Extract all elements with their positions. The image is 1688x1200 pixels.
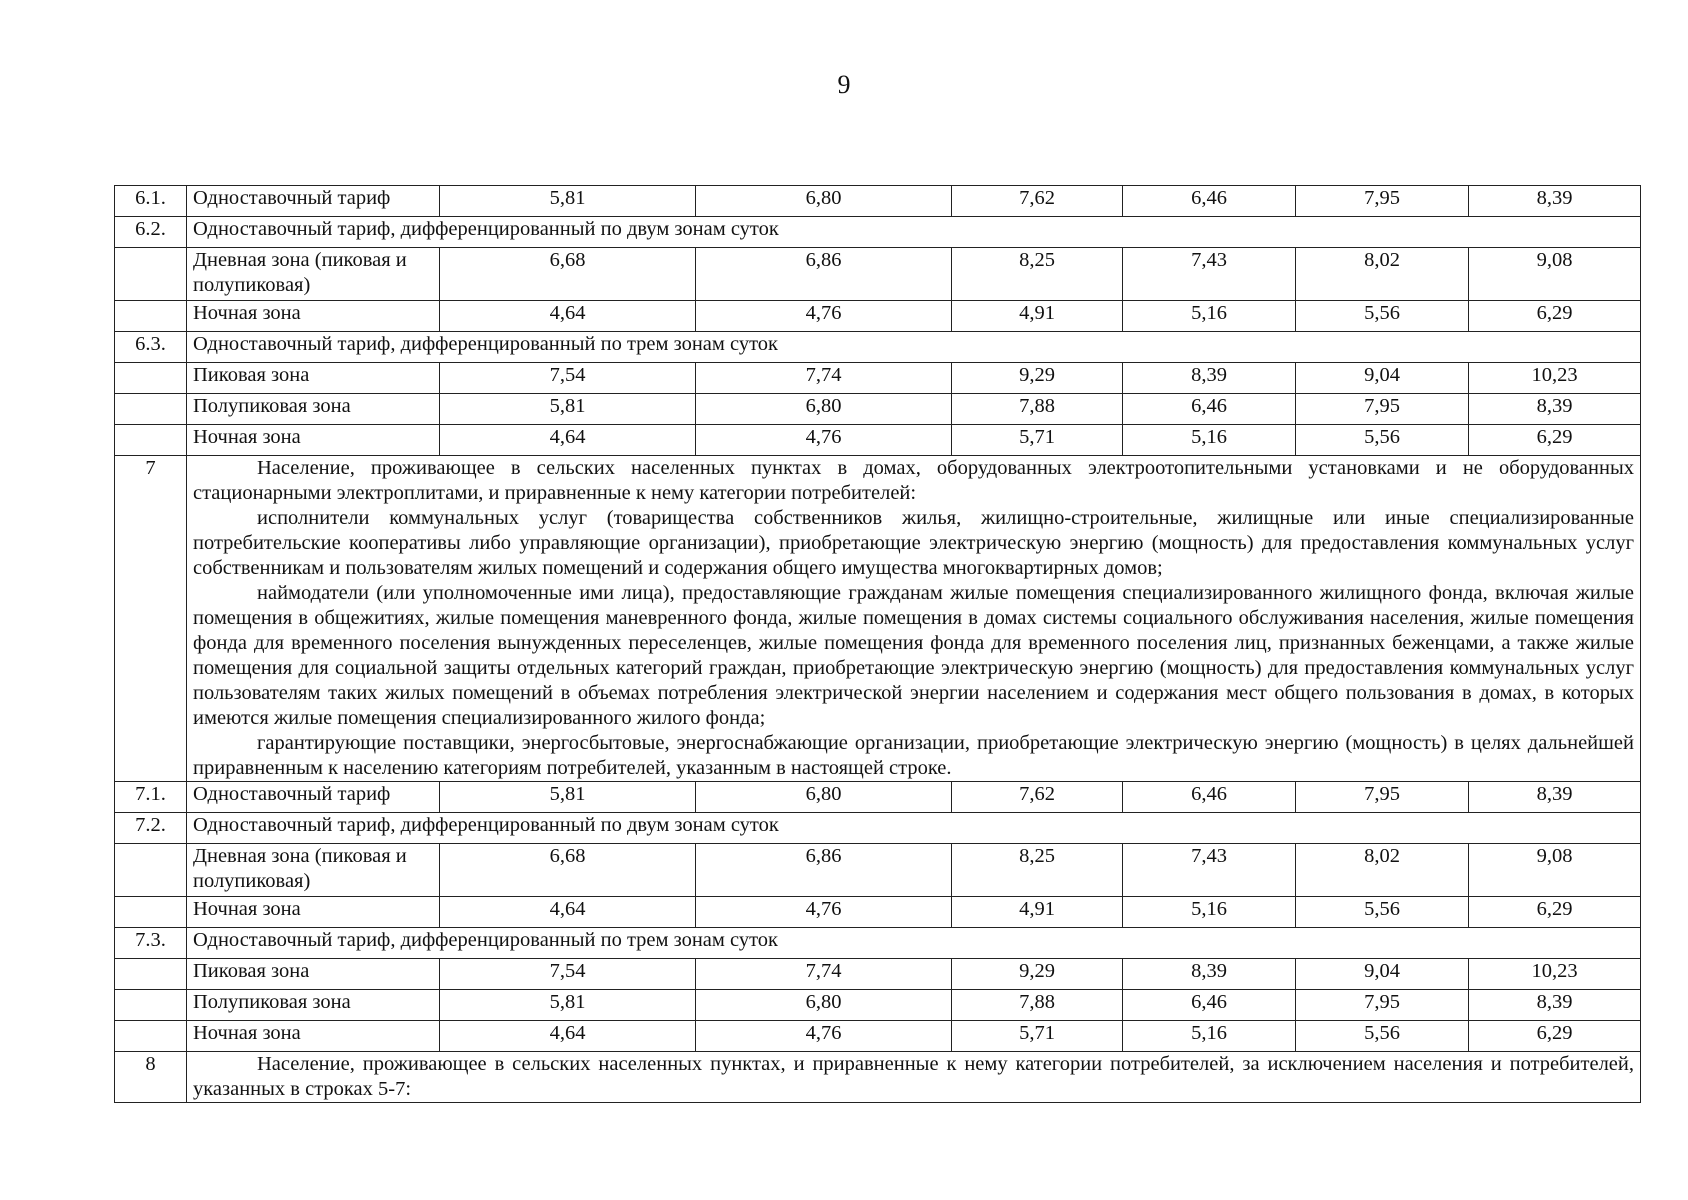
- category-paragraph: Население, проживающее в сельских населенных пунктах в домах, оборудованных электроотопительными установками и не оборудованных стационарными электроплитами, и приравненные к нему категории потребителей:: [193, 457, 1634, 504]
- row-number: 6.2.: [115, 217, 187, 248]
- tariff-label: Одноставочный тариф: [187, 782, 440, 813]
- tariff-value: 9,08: [1469, 248, 1641, 301]
- tariff-row: [115, 301, 1641, 332]
- row-number: 6.1.: [115, 186, 187, 217]
- tariff-label: Полупиковая зона: [187, 394, 440, 425]
- tariff-value: 8,39: [1469, 782, 1641, 813]
- tariff-value: 9,04: [1296, 959, 1469, 990]
- section-title: Одноставочный тариф, дифференцированный по трем зонам суток: [187, 928, 1641, 959]
- row-number: [115, 844, 187, 897]
- category-paragraph: наймодатели (или уполномоченные ими лица), предоставляющие гражданам жилые помещения специализированного жилищного фонда, включая жилые помещения в общежитиях, жилые помещения маневренного фонда, жилые помещения в домах системы социального обслуживания населения, жилые помещения фонда для временного поселения вынужденных переселенцев, жилые помещения фонда для временного поселения лиц, признанных беженцами, а также жилые помещения для социальной защиты отдельных категорий граждан, приобретающие электрическую энергию (мощность) для предоставления коммунальных услуг пользователям таких жилых помещений в объемах потребления электрической энергии населением и содержания мест общего пользования в домах, в которых имеются жилые помещения специализированного жилого фонда;: [193, 582, 1634, 729]
- tariff-value: 5,81: [440, 394, 696, 425]
- row-number: 7.3.: [115, 928, 187, 959]
- category-row: [115, 456, 1641, 782]
- tariff-row: [115, 990, 1641, 1021]
- tariff-value: 6,68: [440, 844, 696, 897]
- tariff-value: 5,56: [1296, 301, 1469, 332]
- row-number: 6.3.: [115, 332, 187, 363]
- section-title: Одноставочный тариф, дифференцированный по двум зонам суток: [187, 217, 1641, 248]
- section-title: Одноставочный тариф, дифференцированный по трем зонам суток: [187, 332, 1641, 363]
- tariff-value: 5,56: [1296, 425, 1469, 456]
- tariff-value: 5,71: [952, 425, 1123, 456]
- tariff-value: 7,74: [696, 959, 952, 990]
- row-number: [115, 990, 187, 1021]
- tariff-value: 7,88: [952, 990, 1123, 1021]
- row-number: 7.1.: [115, 782, 187, 813]
- tariff-value: 6,80: [696, 990, 952, 1021]
- tariff-value: 8,39: [1123, 363, 1296, 394]
- tariff-value: 4,64: [440, 425, 696, 456]
- section-title: Одноставочный тариф, дифференцированный по двум зонам суток: [187, 813, 1641, 844]
- tariff-value: 7,54: [440, 959, 696, 990]
- tariff-value: 9,04: [1296, 363, 1469, 394]
- tariff-value: 8,02: [1296, 844, 1469, 897]
- tariff-value: 6,80: [696, 186, 952, 217]
- row-number: [115, 897, 187, 928]
- row-number: 7: [115, 456, 187, 782]
- tariff-value: 9,29: [952, 363, 1123, 394]
- row-number: [115, 959, 187, 990]
- tariff-label: Полупиковая зона: [187, 990, 440, 1021]
- tariff-value: 5,81: [440, 782, 696, 813]
- tariff-row: [115, 1021, 1641, 1052]
- tariff-value: 4,76: [696, 425, 952, 456]
- row-number: [115, 363, 187, 394]
- tariff-value: 4,76: [696, 301, 952, 332]
- tariff-value: 7,95: [1296, 990, 1469, 1021]
- tariff-value: 4,76: [696, 1021, 952, 1052]
- tariff-value: 6,29: [1469, 301, 1641, 332]
- tariff-label: Ночная зона: [187, 301, 440, 332]
- tariff-value: 9,08: [1469, 844, 1641, 897]
- tariff-value: 10,23: [1469, 959, 1641, 990]
- row-number: [115, 394, 187, 425]
- row-number: [115, 301, 187, 332]
- tariff-value: 4,64: [440, 301, 696, 332]
- tariff-value: 7,95: [1296, 782, 1469, 813]
- tariff-row: [115, 248, 1641, 301]
- tariff-value: 5,16: [1123, 1021, 1296, 1052]
- tariff-value: 6,80: [696, 394, 952, 425]
- tariff-label: Ночная зона: [187, 1021, 440, 1052]
- tariff-value: 6,29: [1469, 425, 1641, 456]
- tariff-value: 6,46: [1123, 782, 1296, 813]
- tariff-value: 8,25: [952, 844, 1123, 897]
- tariff-label: Ночная зона: [187, 425, 440, 456]
- tariff-value: 7,88: [952, 394, 1123, 425]
- tariff-value: 5,56: [1296, 1021, 1469, 1052]
- tariff-value: 8,02: [1296, 248, 1469, 301]
- tariff-value: 5,56: [1296, 897, 1469, 928]
- row-number: [115, 248, 187, 301]
- tariff-table: [114, 185, 1641, 1103]
- row-number: 8: [115, 1052, 187, 1103]
- tariff-table-body: [115, 186, 1641, 1103]
- category-paragraph: Население, проживающее в сельских населенных пунктах, и приравненные к нему категории потребителей, за исключением населения и потребителей, указанных в строках 5-7:: [193, 1053, 1634, 1100]
- tariff-row: [115, 844, 1641, 897]
- section-row: [115, 928, 1641, 959]
- tariff-value: 8,39: [1469, 990, 1641, 1021]
- tariff-value: 5,81: [440, 186, 696, 217]
- tariff-value: 8,25: [952, 248, 1123, 301]
- tariff-value: 4,64: [440, 897, 696, 928]
- section-row: [115, 332, 1641, 363]
- tariff-value: 4,64: [440, 1021, 696, 1052]
- tariff-value: 8,39: [1123, 959, 1296, 990]
- tariff-value: 6,86: [696, 248, 952, 301]
- section-row: [115, 813, 1641, 844]
- row-number: [115, 425, 187, 456]
- category-paragraph: гарантирующие поставщики, энергосбытовые, энергоснабжающие организации, приобретающие электрическую энергию (мощность) в целях дальнейшей приравненным к населению категориям потребителей, указанным в настоящей строке.: [193, 732, 1634, 779]
- tariff-row: [115, 186, 1641, 217]
- tariff-label: Пиковая зона: [187, 959, 440, 990]
- tariff-value: 4,76: [696, 897, 952, 928]
- tariff-value: 7,95: [1296, 186, 1469, 217]
- tariff-row: [115, 363, 1641, 394]
- tariff-label: Ночная зона: [187, 897, 440, 928]
- tariff-value: 7,74: [696, 363, 952, 394]
- tariff-value: 4,91: [952, 301, 1123, 332]
- tariff-value: 5,71: [952, 1021, 1123, 1052]
- tariff-row: [115, 425, 1641, 456]
- row-number: 7.2.: [115, 813, 187, 844]
- tariff-value: 5,81: [440, 990, 696, 1021]
- tariff-value: 8,39: [1469, 186, 1641, 217]
- page-number: 9: [837, 70, 851, 99]
- tariff-value: 6,29: [1469, 1021, 1641, 1052]
- tariff-label: Одноставочный тариф: [187, 186, 440, 217]
- tariff-row: [115, 959, 1641, 990]
- tariff-value: 6,68: [440, 248, 696, 301]
- tariff-label: Дневная зона (пиковая и полупиковая): [187, 248, 440, 301]
- tariff-value: 6,46: [1123, 186, 1296, 217]
- tariff-value: 7,95: [1296, 394, 1469, 425]
- tariff-value: 5,16: [1123, 301, 1296, 332]
- section-row: [115, 217, 1641, 248]
- tariff-value: 6,46: [1123, 990, 1296, 1021]
- tariff-value: 8,39: [1469, 394, 1641, 425]
- tariff-value: 10,23: [1469, 363, 1641, 394]
- tariff-value: 5,16: [1123, 897, 1296, 928]
- category-description: [187, 456, 1641, 782]
- tariff-value: 7,43: [1123, 844, 1296, 897]
- tariff-value: 9,29: [952, 959, 1123, 990]
- category-description: [187, 1052, 1641, 1103]
- tariff-value: 4,91: [952, 897, 1123, 928]
- category-row: [115, 1052, 1641, 1103]
- row-number: [115, 1021, 187, 1052]
- tariff-row: [115, 897, 1641, 928]
- tariff-value: 5,16: [1123, 425, 1296, 456]
- tariff-row: [115, 782, 1641, 813]
- tariff-value: 6,86: [696, 844, 952, 897]
- category-paragraph: исполнители коммунальных услуг (товарищества собственников жилья, жилищно-строительные, жилищные или иные специализированные потребительские кооперативы либо управляющие организации), приобретающие электрическую энергию (мощность) для предоставления коммунальных услуг собственникам и пользователям жилых помещений и содержания общего имущества многоквартирных домов;: [193, 507, 1634, 579]
- tariff-row: [115, 394, 1641, 425]
- tariff-value: 6,80: [696, 782, 952, 813]
- tariff-value: 7,43: [1123, 248, 1296, 301]
- tariff-value: 7,54: [440, 363, 696, 394]
- tariff-value: 6,29: [1469, 897, 1641, 928]
- tariff-value: 6,46: [1123, 394, 1296, 425]
- tariff-label: Дневная зона (пиковая и полупиковая): [187, 844, 440, 897]
- tariff-label: Пиковая зона: [187, 363, 440, 394]
- tariff-value: 7,62: [952, 186, 1123, 217]
- tariff-value: 7,62: [952, 782, 1123, 813]
